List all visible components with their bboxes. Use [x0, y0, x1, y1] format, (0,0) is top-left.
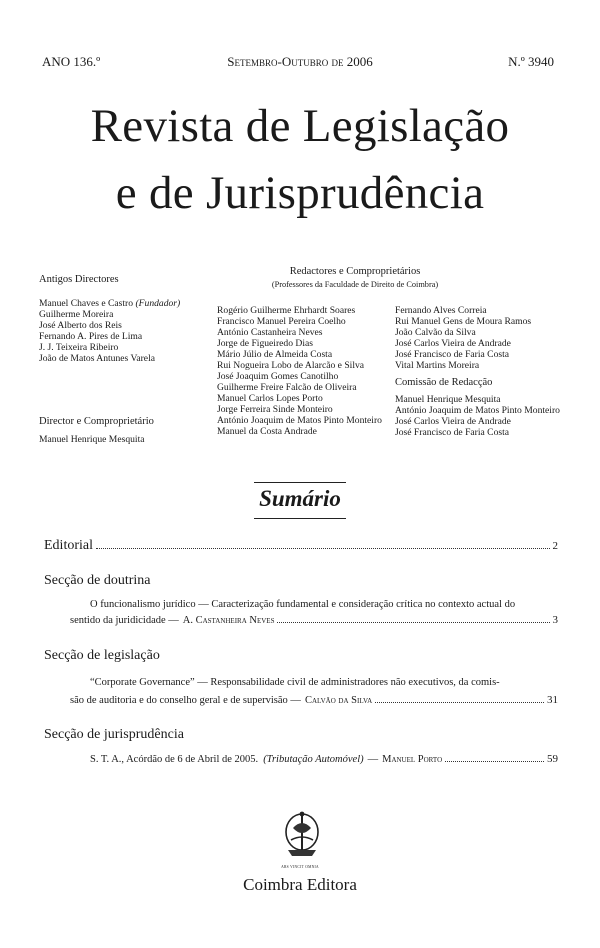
legislacao-entry-line1: “Corporate Governance” — Responsabilidade civil de administradores não executivos, da comis-	[90, 677, 500, 688]
publisher-name: Coimbra Editora	[243, 875, 357, 894]
journal-title-line1: Revista de Legislação	[90, 100, 510, 152]
redactores-column-1	[217, 305, 382, 437]
redactores-column-2	[395, 305, 531, 371]
list-item: José Carlos Vieira de Andrade	[395, 416, 511, 427]
director-name: Manuel Henrique Mesquita	[39, 434, 145, 445]
logo-motto: ARS VINCIT OMNIA	[281, 865, 319, 869]
comissao-list	[395, 394, 560, 438]
leader-dots	[277, 622, 549, 623]
list-item: Fernando Alves Correia	[395, 305, 487, 316]
comissao-heading: Comissão de Redacção	[395, 377, 493, 388]
list-item: João Calvão da Silva	[395, 327, 476, 338]
founder-entry: Manuel Chaves e Castro (Fundador)	[39, 298, 181, 309]
toc-legislacao-entry[interactable]	[70, 694, 558, 706]
list-item: Manuel Carlos Lopes Porto	[217, 393, 323, 404]
legislacao-page: 31	[547, 694, 558, 706]
doutrina-heading: Secção de doutrina	[44, 573, 151, 588]
list-item: António Castanheira Neves	[217, 327, 323, 338]
sumario-rule-top	[254, 482, 346, 483]
list-item: Francisco Manuel Pereira Coelho	[217, 316, 346, 327]
issue-number: N.º 3940	[508, 54, 554, 69]
redactores-subheading: (Professores da Faculdade de Direito de Coimbra)	[271, 280, 439, 289]
list-item: José Carlos Vieira de Andrade	[395, 338, 511, 349]
antigos-directores-list	[39, 298, 180, 364]
list-item: Jorge de Figueiredo Dias	[217, 338, 314, 349]
jurisprudencia-page: 59	[547, 753, 558, 765]
list-item: Guilherme Freire Falcão de Oliveira	[217, 382, 357, 393]
jurisprudencia-italic: (Tributação Automóvel)	[263, 754, 364, 765]
legislacao-heading: Secção de legislação	[44, 648, 160, 663]
coimbra-editora-logo-icon	[279, 808, 325, 868]
doutrina-line2: sentido da juridicidade —	[70, 615, 179, 626]
year-label: ANO 136.º	[42, 54, 101, 69]
sumario-title: Sumário	[259, 486, 341, 511]
list-item: Vital Martins Moreira	[395, 360, 480, 371]
doutrina-author: A. Castanheira Neves	[182, 615, 275, 626]
list-item: António Joaquim de Matos Pinto Monteiro	[395, 405, 560, 416]
list-item: J. J. Teixeira Ribeiro	[39, 342, 119, 353]
doutrina-page: 3	[552, 614, 558, 626]
editorial-label: Editorial	[44, 538, 93, 553]
list-item: Mário Júlio de Almeida Costa	[217, 349, 333, 360]
list-item: Jorge Ferreira Sinde Monteiro	[217, 404, 333, 415]
journal-title-line2: e de Jurisprudência	[115, 167, 485, 219]
toc-doutrina-entry[interactable]	[70, 614, 558, 626]
list-item: Fernando A. Pires de Lima	[39, 331, 143, 342]
jurisprudencia-author: Manuel Porto	[382, 754, 443, 765]
list-item: José Alberto dos Reis	[39, 320, 122, 331]
legislacao-author: Calvão da Silva	[304, 695, 373, 706]
leader-dots	[445, 761, 544, 762]
antigos-directores-heading: Antigos Directores	[39, 274, 119, 285]
doutrina-entry-line1: O funcionalismo jurídico — Caracterização fundamental e consideração crítica no contexto actual do	[90, 599, 516, 610]
jurisprudencia-heading: Secção de jurisprudência	[44, 727, 184, 742]
leader-dots	[375, 702, 544, 703]
redactores-heading: Redactores e Comproprietários	[289, 266, 421, 277]
list-item: Manuel Henrique Mesquita	[395, 394, 501, 405]
director-heading: Director e Comproprietário	[39, 416, 154, 427]
legislacao-line2: são de auditoria e do conselho geral e de supervisão —	[70, 695, 301, 706]
list-item: Guilherme Moreira	[39, 309, 114, 320]
list-item: José Joaquim Gomes Canotilho	[217, 371, 339, 382]
toc-jurisprudencia-entry[interactable]	[90, 753, 558, 765]
list-item: José Francisco de Faria Costa	[395, 427, 510, 438]
list-item: António Joaquim de Matos Pinto Monteiro	[217, 415, 382, 426]
list-item: Manuel da Costa Andrade	[217, 426, 317, 437]
list-item: José Francisco de Faria Costa	[395, 349, 510, 360]
sumario-rule-bottom	[254, 518, 346, 519]
toc-editorial[interactable]	[44, 538, 558, 554]
list-item: João de Matos Antunes Varela	[39, 353, 155, 364]
jurisprudencia-dash: —	[367, 754, 379, 765]
list-item: Rogério Guilherme Ehrhardt Soares	[217, 305, 356, 316]
list-item: Rui Nogueira Lobo de Alarcão e Silva	[217, 360, 365, 371]
period-label: Setembro-Outubro de 2006	[227, 54, 373, 69]
editorial-page: 2	[552, 540, 558, 552]
list-item: Rui Manuel Gens de Moura Ramos	[395, 316, 532, 327]
jurisprudencia-line: S. T. A., Acórdão de 6 de Abril de 2005.	[90, 754, 259, 765]
leader-dots	[96, 548, 550, 549]
